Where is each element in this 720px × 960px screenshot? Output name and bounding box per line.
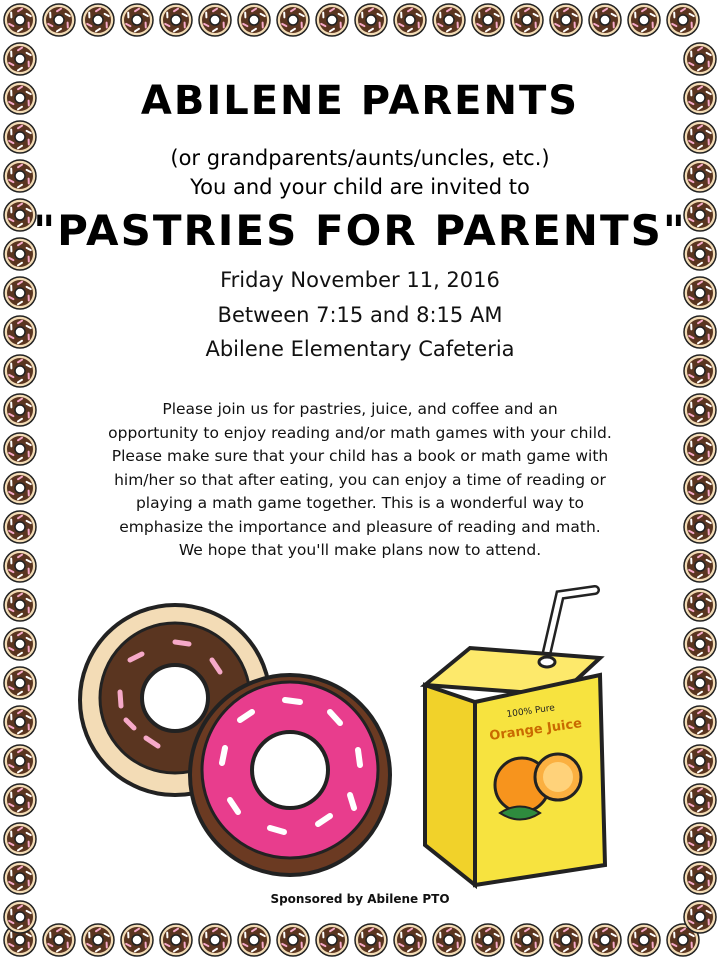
border-donut-icon bbox=[82, 4, 114, 36]
border-donut-icon bbox=[43, 4, 75, 36]
border-donut-icon bbox=[4, 472, 36, 504]
border-donut-icon bbox=[589, 4, 621, 36]
border-donut-icon bbox=[550, 4, 582, 36]
border-donut-icon bbox=[316, 4, 348, 36]
border-donut-icon bbox=[121, 4, 153, 36]
body-line: Please make sure that your child has a book or math game with bbox=[111, 447, 609, 465]
border-donut-icon bbox=[589, 924, 621, 956]
body-line: opportunity to enjoy reading and/or math games with your child. bbox=[108, 423, 612, 442]
border-donut-icon bbox=[433, 4, 465, 36]
border-donut-icon bbox=[394, 924, 426, 956]
juice-label-top: 100% Pure bbox=[506, 703, 556, 720]
border-donut-icon bbox=[277, 4, 309, 36]
border-donut-icon bbox=[472, 4, 504, 36]
event-name: "PASTRIES FOR PARENTS" bbox=[33, 206, 687, 255]
sponsor-line: Sponsored by Abilene PTO bbox=[270, 892, 450, 906]
border-donut-icon bbox=[511, 4, 543, 36]
flyer-subtitle: (or grandparents/aunts/uncles, etc.) bbox=[170, 146, 550, 170]
border-donut-icon bbox=[628, 4, 660, 36]
event-date: Friday November 11, 2016 bbox=[220, 268, 500, 292]
border-donut-icon bbox=[684, 511, 716, 543]
juice-box-icon bbox=[425, 590, 605, 885]
border-donut-icon bbox=[684, 394, 716, 426]
border-donut-icon bbox=[4, 43, 36, 75]
border-donut-icon bbox=[355, 924, 387, 956]
border-donut-icon bbox=[4, 394, 36, 426]
border-donut-icon bbox=[433, 924, 465, 956]
body-line: We hope that you'll make plans now to attend. bbox=[178, 541, 542, 559]
border-donut-icon bbox=[355, 4, 387, 36]
invitation-body bbox=[70, 398, 650, 563]
pink-donut-icon bbox=[190, 675, 390, 875]
invite-line: You and your child are invited to bbox=[190, 175, 530, 199]
border-donut-icon bbox=[4, 550, 36, 582]
border-donut-icon bbox=[684, 433, 716, 465]
border-donut-icon bbox=[199, 924, 231, 956]
border-donut-icon bbox=[4, 433, 36, 465]
border-donut-icon bbox=[667, 4, 699, 36]
border-donut-icon bbox=[82, 924, 114, 956]
juice-label-main: Orange Juice bbox=[488, 716, 583, 744]
flyer-title: ABILENE PARENTS bbox=[140, 78, 580, 124]
border-donut-icon bbox=[472, 924, 504, 956]
border-donut-icon bbox=[4, 4, 36, 36]
border-donut-icon bbox=[238, 4, 270, 36]
border-donut-icon bbox=[684, 550, 716, 582]
border-donut-icon bbox=[121, 924, 153, 956]
border-donut-icon bbox=[628, 924, 660, 956]
event-location: Abilene Elementary Cafeteria bbox=[205, 337, 515, 361]
border-donut-icon bbox=[199, 4, 231, 36]
border-donut-icon bbox=[394, 4, 426, 36]
border-donut-icon bbox=[238, 924, 270, 956]
body-line: him/her so that after eating, you can enjoy a time of reading or bbox=[114, 470, 606, 489]
border-donut-icon bbox=[316, 924, 348, 956]
border-donut-icon bbox=[511, 924, 543, 956]
border-donut-icon bbox=[550, 924, 582, 956]
border-donut-icon bbox=[684, 43, 716, 75]
border-donut-icon bbox=[277, 924, 309, 956]
border-donut-icon bbox=[160, 924, 192, 956]
body-line: playing a math game together. This is a wonderful way to bbox=[135, 494, 585, 512]
border-donut-icon bbox=[4, 511, 36, 543]
pastry-juice-illustration bbox=[0, 580, 720, 890]
border-donut-icon bbox=[43, 924, 75, 956]
body-line: emphasize the importance and pleasure of reading and math. bbox=[119, 517, 601, 536]
border-donut-icon bbox=[684, 472, 716, 504]
body-line: Please join us for pastries, juice, and coffee and an bbox=[162, 400, 558, 418]
border-donut-icon bbox=[160, 4, 192, 36]
event-time: Between 7:15 and 8:15 AM bbox=[217, 303, 503, 327]
